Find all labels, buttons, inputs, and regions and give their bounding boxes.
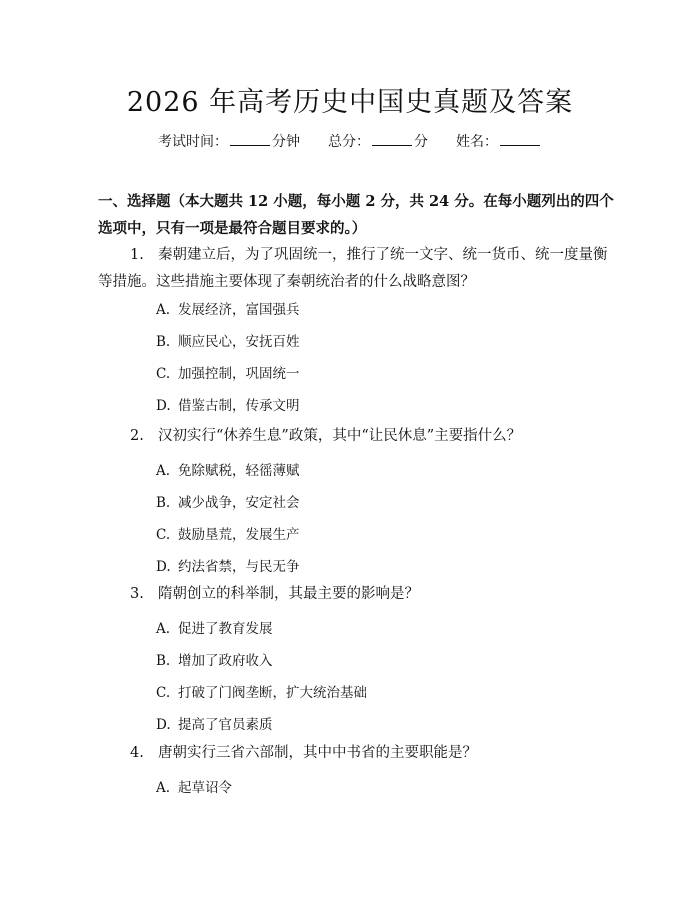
option-text: 约法省禁，与民无争 [178,559,300,575]
option-letter: D. [156,398,171,414]
option-text: 发展经济，富国强兵 [178,302,300,318]
option-text: 借鉴古制，传承文明 [178,398,300,414]
option-2a [156,459,300,479]
time-label: 考试时间： [158,134,228,150]
option-4a [156,776,232,796]
score-unit: 分 [414,134,428,150]
time-field [158,131,300,151]
question-number: 4. [130,745,144,761]
option-1d [156,394,300,414]
option-text: 鼓励垦荒，发展生产 [178,527,300,543]
option-text: 起草诏令 [178,780,232,796]
question-number: 2. [130,428,144,444]
question-number: 1. [130,247,144,263]
option-3c [156,681,367,701]
question-2 [98,423,618,450]
name-field [456,131,542,151]
option-letter: B. [156,495,171,511]
option-1c [156,362,300,382]
question-text: 隋朝创立的科举制，其最主要的影响是？ [158,586,419,602]
option-letter: A. [156,780,171,796]
name-blank [500,133,540,146]
option-letter: C. [156,527,171,543]
question-text: 唐朝实行三省六部制，其中中书省的主要职能是？ [158,745,477,761]
option-2c [156,523,300,543]
score-field [328,131,428,151]
time-blank [230,133,270,146]
option-letter: A. [156,621,171,637]
question-text: 汉初实行“休养生息”政策，其中“让民休息”主要指什么？ [158,428,522,444]
option-letter: B. [156,334,171,350]
option-text: 增加了政府收入 [178,653,273,669]
time-unit: 分钟 [272,134,300,150]
option-1a [156,298,300,318]
option-letter: C. [156,685,171,701]
score-blank [372,133,412,146]
option-1b [156,330,300,350]
option-text: 减少战争，安定社会 [178,495,300,511]
page-title: 2026 年高考历史中国史真题及答案 [126,87,574,118]
option-letter: A. [156,302,171,318]
option-text: 打破了门阀垄断，扩大统治基础 [178,685,367,701]
option-letter: D. [156,717,171,733]
option-text: 免除赋税，轻徭薄赋 [178,463,300,479]
option-3b [156,649,273,669]
option-letter: C. [156,366,171,382]
question-1 [98,242,618,296]
option-text: 提高了官员素质 [178,717,273,733]
question-3 [98,581,618,608]
score-label: 总分： [328,134,370,150]
option-2d [156,555,300,575]
question-4 [98,740,618,767]
question-text: 秦朝建立后，为了巩固统一，推行了统一文字、统一货币、统一度量衡等措施。这些措施主要体现了秦朝统治者的什么战略意图？ [98,247,608,290]
question-number: 3. [130,586,144,602]
option-letter: A. [156,463,171,479]
option-3d [156,713,273,733]
exam-meta [0,131,700,151]
option-2b [156,491,300,511]
option-text: 顺应民心，安抚百姓 [178,334,300,350]
option-text: 促进了教育发展 [178,621,273,637]
option-text: 加强控制，巩固统一 [178,366,300,382]
option-3a [156,617,273,637]
name-label: 姓名： [456,134,498,150]
option-letter: D. [156,559,171,575]
option-letter: B. [156,653,171,669]
section-heading: 一、选择题（本大题共 12 小题，每小题 2 分，共 24 分。在每小题列出的四个选项中，只有一项是最符合题目要求的。） [98,193,614,237]
